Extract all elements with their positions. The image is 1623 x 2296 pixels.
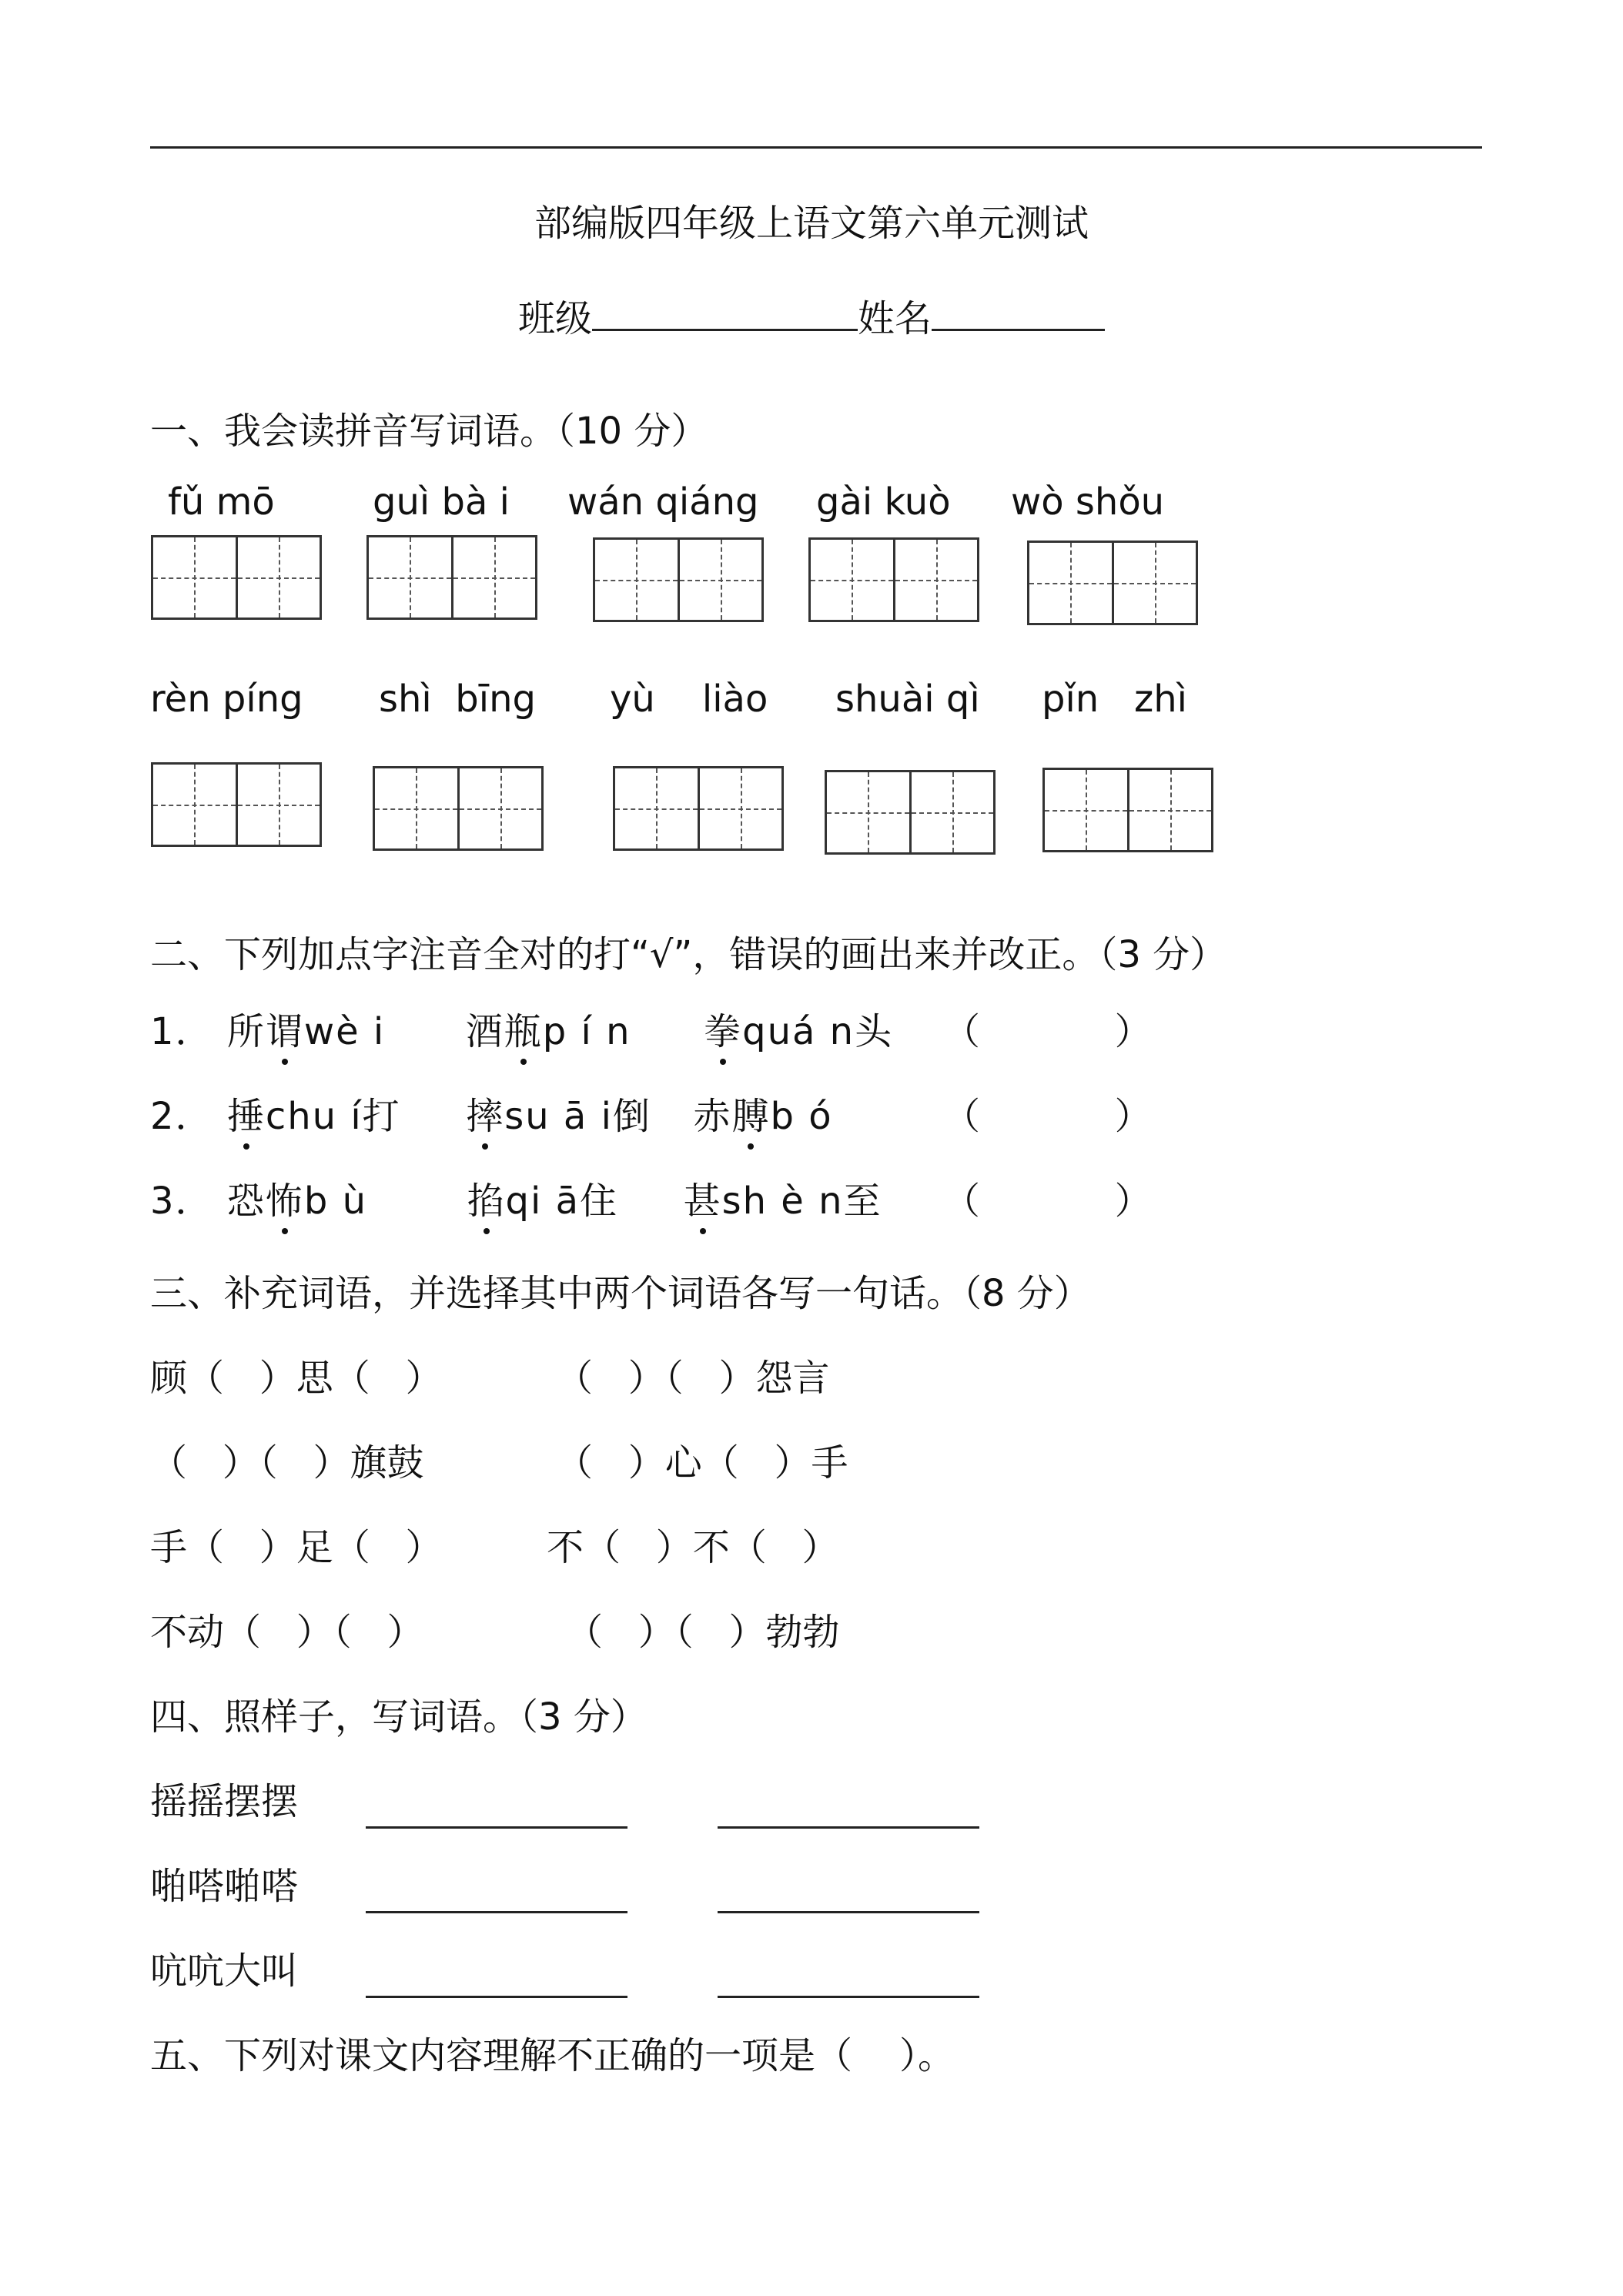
word-char: 住 (580, 1180, 619, 1223)
dotted-char: 膊 (731, 1089, 770, 1143)
pinyin-label: guì bà i (373, 480, 510, 524)
dotted-char: 瓶 (504, 1005, 543, 1059)
answer-line[interactable] (366, 1826, 627, 1829)
idiom-blank[interactable]: （ ）（ ）勃勃 (566, 1611, 840, 1654)
pinyin-label: shì bīng (379, 678, 536, 721)
dotted-char: 谓 (266, 1005, 304, 1059)
section4-heading: 四、照样子，写词语。（3 分） (150, 1695, 648, 1739)
idiom-blank[interactable]: 不（ ）不（ ） (547, 1526, 839, 1569)
page-title: 部编版四年级上语文第六单元测试 (534, 202, 1089, 245)
question-line (150, 1005, 893, 1059)
question-line (150, 1089, 833, 1143)
pinyin-text: su ā i (504, 1095, 613, 1138)
class-name-line (0, 289, 1623, 346)
dotted-char: 甚 (684, 1174, 722, 1228)
pinyin-label: wán qiáng (567, 480, 759, 524)
dotted-char: 掐 (467, 1174, 506, 1228)
pinyin-text: quá n (742, 1010, 855, 1053)
answer-parentheses[interactable]: （ ） (943, 1095, 1153, 1138)
answer-parentheses[interactable]: （ ） (943, 1180, 1153, 1223)
question-number: 2． (150, 1095, 214, 1138)
idiom-blank[interactable]: （ ）心（ ）手 (556, 1441, 848, 1484)
pinyin-text: p í n (542, 1010, 631, 1053)
example-word: 吭吭大叫 (150, 1950, 299, 1993)
question-number: 3． (150, 1180, 214, 1223)
writing-grid[interactable] (1027, 541, 1198, 625)
class-blank[interactable] (592, 289, 858, 331)
name-blank[interactable] (932, 289, 1105, 331)
class-label: 班级 (517, 297, 592, 340)
section1-heading: 一、我会读拼音写词语。（10 分） (150, 410, 708, 453)
pinyin-label: shuài qì (835, 678, 980, 721)
example-word: 啪嗒啪嗒 (150, 1865, 299, 1908)
writing-grid[interactable] (151, 762, 322, 847)
dotted-char: 怖 (266, 1174, 304, 1228)
idiom-blank[interactable]: （ ）（ ）怨言 (556, 1357, 830, 1400)
dotted-char: 摔 (466, 1089, 504, 1143)
word-char: 至 (843, 1180, 882, 1223)
idiom-blank[interactable]: （ ）（ ）旗鼓 (150, 1441, 424, 1484)
answer-line[interactable] (718, 1911, 979, 1913)
answer-line[interactable] (366, 1911, 627, 1913)
word-char: 打 (362, 1095, 401, 1138)
question-line (150, 1174, 882, 1228)
pinyin-label: fǔ mō (168, 480, 275, 524)
writing-grid[interactable] (593, 537, 764, 622)
pinyin-text: sh è n (721, 1180, 844, 1223)
section2-heading: 二、下列加点字注音全对的打“√”，错误的画出来并改正。（3 分） (150, 933, 1227, 976)
writing-grid[interactable] (151, 535, 322, 620)
pinyin-text: wè i (303, 1010, 386, 1053)
answer-parentheses[interactable]: （ ） (943, 1010, 1153, 1053)
pinyin-text: b ù (303, 1180, 367, 1223)
idiom-blank[interactable]: 手（ ）足（ ） (150, 1526, 443, 1569)
writing-grid[interactable] (1042, 768, 1213, 852)
idiom-blank[interactable]: 不动（ ）（ ） (150, 1611, 424, 1654)
writing-grid[interactable] (373, 766, 544, 851)
writing-grid[interactable] (366, 535, 537, 620)
top-rule (150, 146, 1482, 149)
name-label: 姓名 (858, 297, 932, 340)
word-char: 头 (855, 1010, 894, 1053)
dotted-char: 捶 (227, 1089, 266, 1143)
pinyin-text: b ó (770, 1095, 833, 1138)
dotted-char: 拳 (704, 1005, 742, 1059)
answer-line[interactable] (718, 1826, 979, 1829)
pinyin-label: rèn píng (150, 678, 303, 721)
pinyin-text: chu í (265, 1095, 363, 1138)
pinyin-label: wò shǒu (1011, 480, 1165, 524)
section3-heading: 三、补充词语，并选择其中两个词语各写一句话。（8 分） (150, 1272, 1091, 1315)
question-number: 1． (150, 1010, 214, 1053)
answer-line[interactable] (366, 1996, 627, 1998)
word-char: 恐 (226, 1180, 266, 1223)
pinyin-label: yù liào (610, 678, 768, 721)
idiom-blank[interactable]: 顾（ ）思（ ） (150, 1357, 443, 1400)
writing-grid[interactable] (825, 770, 996, 855)
writing-grid[interactable] (808, 537, 979, 622)
example-word: 摇摇摆摆 (150, 1780, 299, 1823)
word-char: 酒 (465, 1010, 504, 1053)
writing-grid[interactable] (613, 766, 784, 851)
answer-line[interactable] (718, 1996, 979, 1998)
pinyin-label: gài kuò (816, 480, 951, 524)
section5-heading: 五、下列对课文内容理解不正确的一项是（ ）。 (150, 2034, 955, 2077)
word-char: 倒 (612, 1095, 651, 1138)
word-char: 赤 (693, 1095, 732, 1138)
word-char: 所 (226, 1010, 266, 1053)
pinyin-text: qi ā (505, 1180, 581, 1223)
pinyin-label: pǐn zhì (1042, 678, 1187, 721)
